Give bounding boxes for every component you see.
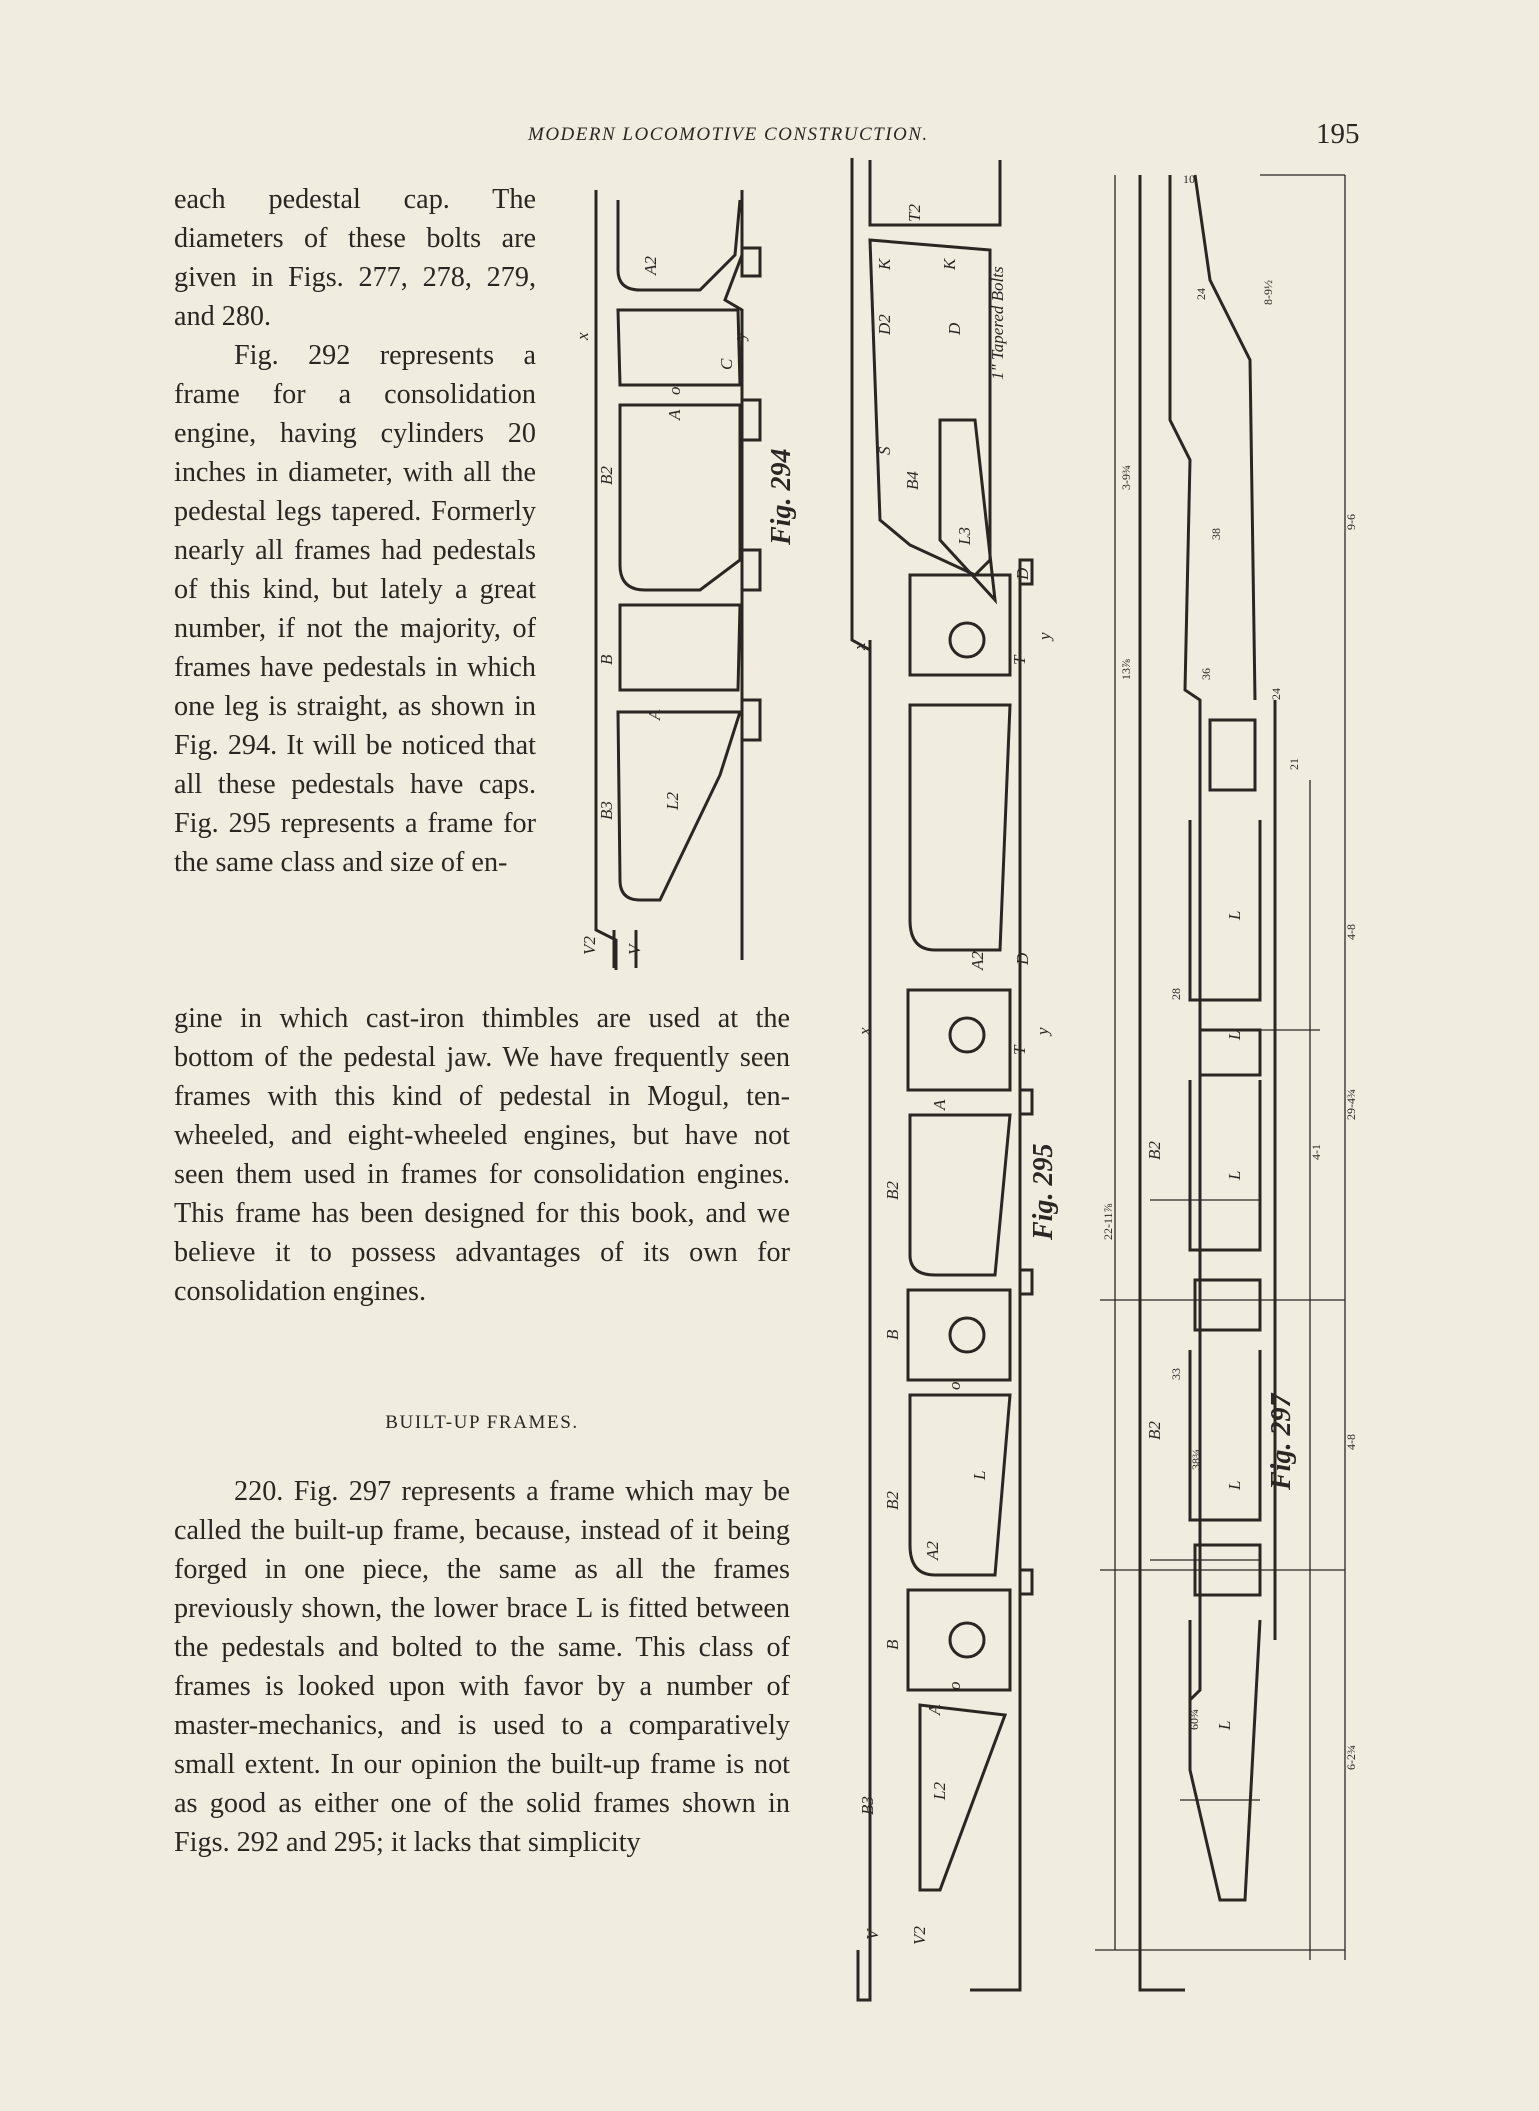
fig294-drawing — [596, 190, 760, 970]
svg-text:T: T — [1010, 655, 1029, 665]
svg-text:V: V — [863, 1929, 882, 1940]
fig295-label: Fig. 295 — [1028, 1143, 1059, 1240]
svg-text:21: 21 — [1287, 758, 1301, 770]
svg-text:K: K — [875, 258, 894, 270]
svg-text:o: o — [665, 386, 684, 395]
svg-text:L: L — [1215, 1720, 1234, 1730]
svg-text:13⅞: 13⅞ — [1119, 659, 1133, 680]
svg-text:10: 10 — [1183, 172, 1195, 186]
svg-text:D: D — [1013, 952, 1032, 965]
svg-text:y: y — [1035, 632, 1054, 640]
paragraph-thimbles: gine in which cast-iron thimbles are used at the bottom of the pedestal jaw. We have frequently seen frames with this kind of pedestal in Mogul, ten-wheeled, and eight-wheeled engines, but have not seen them used in frames for consolidation engines. This frame has been designed for this book, and we believe it to possess advantages of its own for consolidation engines. — [174, 1003, 790, 1307]
svg-text:V2: V2 — [580, 936, 599, 955]
svg-text:B2: B2 — [597, 466, 616, 485]
paragraph-fig292: Fig. 292 represents a frame for a consolidation engine, having cylinders 20 inches in diameter, with all the pedestal legs tapered. Formerly nearly all frames had pedestals of this kind, but lately a great number, if not the majority, of frames have pedestals in which one leg is straight, as shown in Fig. 294. It will be noticed that all these pedestals have caps. Fig. 295 represents a frame for the same class and size of en- — [174, 340, 536, 878]
paragraph-continuation: each pedestal cap. The diameters of these bolts are given in Figs. 277, 278, 279, and 280. — [174, 184, 536, 332]
fig295-part-labels — [850, 204, 1054, 1945]
svg-text:B: B — [883, 1639, 902, 1650]
fig295-drawing — [852, 158, 1032, 2000]
svg-text:L: L — [1225, 1030, 1244, 1040]
paragraph-built-up-frames: 220. Fig. 297 represents a frame which may be called the built-up frame, because, instead of it being forged in one piece, the same as all the frames previously shown, the lower brace L is fitted between the pedestals and bolted to the same. This class of frames is looked upon with favor by a number of master-mechanics, and is used to a comparatively small extent. In our opinion the built-up frame is not as good as either one of the solid frames shown in Figs. 292 and 295; it lacks that simplicity — [174, 1476, 790, 1858]
svg-text:V2: V2 — [910, 1926, 929, 1945]
svg-text:8-9½: 8-9½ — [1261, 280, 1275, 305]
svg-text:A2: A2 — [968, 951, 987, 970]
svg-text:B: B — [597, 654, 616, 665]
svg-text:D2: D2 — [875, 314, 894, 335]
svg-text:22-11⅞: 22-11⅞ — [1101, 1203, 1115, 1240]
svg-text:y: y — [730, 332, 749, 340]
svg-text:B3: B3 — [858, 1796, 877, 1815]
svg-text:A: A — [925, 1704, 944, 1715]
svg-text:D: D — [1013, 567, 1032, 580]
svg-text:o: o — [945, 1381, 964, 1390]
svg-text:28: 28 — [1169, 988, 1183, 1000]
svg-text:x: x — [573, 332, 592, 340]
svg-text:B4: B4 — [903, 471, 922, 490]
svg-text:A: A — [665, 409, 684, 420]
svg-text:L2: L2 — [930, 1782, 949, 1800]
fig295-bolt-note: 1" Tapered Bolts — [988, 266, 1007, 380]
fig297-drawing — [1140, 175, 1275, 1990]
svg-text:B2: B2 — [1145, 1421, 1164, 1440]
svg-text:D: D — [945, 322, 964, 335]
svg-text:3-9¾: 3-9¾ — [1119, 465, 1133, 490]
svg-text:9-6: 9-6 — [1344, 514, 1358, 530]
fig294-label: Fig. 294 — [766, 448, 797, 545]
svg-text:A: A — [645, 709, 664, 720]
svg-text:L: L — [1225, 1170, 1244, 1180]
section-heading: BUILT-UP FRAMES. — [385, 1412, 579, 1433]
svg-text:T2: T2 — [905, 204, 924, 222]
svg-text:x: x — [855, 1027, 874, 1035]
svg-text:L2: L2 — [663, 792, 682, 810]
svg-text:K: K — [940, 258, 959, 270]
svg-text:38: 38 — [1209, 528, 1223, 540]
svg-text:A2: A2 — [923, 1541, 942, 1560]
svg-text:24: 24 — [1269, 688, 1283, 700]
svg-text:o: o — [945, 1681, 964, 1690]
svg-text:y: y — [1033, 1027, 1052, 1035]
svg-text:L: L — [1225, 910, 1244, 920]
svg-text:B2: B2 — [883, 1491, 902, 1510]
page-number: 195 — [1316, 118, 1360, 150]
svg-text:A2: A2 — [641, 256, 660, 275]
svg-text:36: 36 — [1199, 668, 1213, 680]
svg-text:S: S — [875, 446, 894, 455]
svg-text:T: T — [1010, 1045, 1029, 1055]
svg-text:29-4¾: 29-4¾ — [1344, 1089, 1358, 1120]
svg-text:A: A — [930, 1099, 949, 1110]
svg-text:33: 33 — [1169, 1368, 1183, 1380]
svg-text:x: x — [850, 642, 869, 650]
fig297-label: Fig. 297 — [1266, 1393, 1297, 1490]
svg-text:4-8: 4-8 — [1344, 924, 1358, 940]
svg-text:38¾: 38¾ — [1189, 1449, 1203, 1470]
svg-text:L3: L3 — [955, 527, 974, 545]
svg-text:C: C — [717, 358, 736, 370]
svg-text:60¾: 60¾ — [1187, 1709, 1201, 1730]
dimension-lines — [1095, 175, 1345, 1960]
svg-text:24: 24 — [1194, 288, 1208, 300]
svg-text:B2: B2 — [883, 1181, 902, 1200]
svg-text:L: L — [970, 1470, 989, 1480]
svg-text:4-1: 4-1 — [1309, 1144, 1323, 1160]
svg-text:6-2¾: 6-2¾ — [1344, 1745, 1358, 1770]
running-title: MODERN LOCOMOTIVE CONSTRUCTION. — [528, 124, 929, 145]
svg-text:L: L — [1225, 1480, 1244, 1490]
svg-text:B3: B3 — [597, 801, 616, 820]
svg-text:B: B — [883, 1329, 902, 1340]
svg-text:V: V — [625, 944, 644, 955]
svg-text:4-8: 4-8 — [1344, 1434, 1358, 1450]
svg-text:B2: B2 — [1145, 1141, 1164, 1160]
